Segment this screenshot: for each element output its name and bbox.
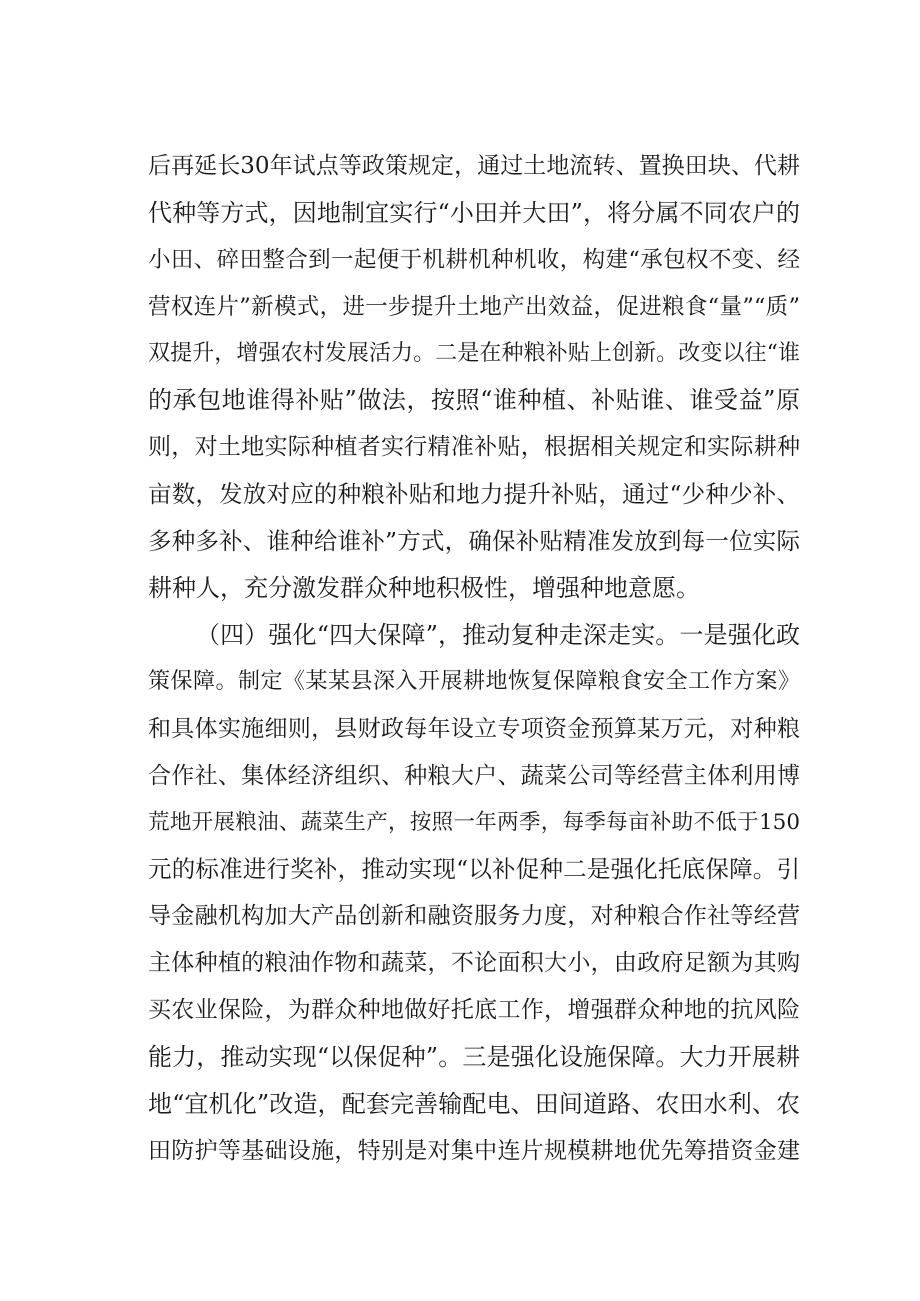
- paragraph-line: 合作社、集体经济组织、种粮大户、蔬菜公司等经营主体利用博: [148, 762, 800, 789]
- paragraph-line: 导金融机构加大产品创新和融资服务力度，对种粮合作社等经营: [148, 903, 800, 930]
- paragraph-line: 元的标准进行奖补，推动实现“以补促种二是强化托底保障。引: [148, 855, 800, 884]
- paragraph-line: 和具体实施细则，县财政每年设立专项资金预算某万元，对种粮: [148, 715, 800, 742]
- paragraph-line: 耕种人，充分激发群众种地积极性，增强种地意愿。: [148, 574, 700, 603]
- paragraph-line: 营权连片”新模式，进一步提升土地产出效益，促进粮食“量”“质”: [148, 293, 800, 320]
- paragraph-line: 后再延长30年试点等政策规定，通过土地流转、置换田块、代耕: [148, 153, 800, 179]
- paragraph-line: 多种多补、谁种给谁补”方式，确保补贴精准发放到每一位实际: [148, 527, 800, 556]
- paragraph-line: 田防护等基础设施，特别是对集中连片规模耕地优先筹措资金建: [148, 1137, 800, 1164]
- paragraph-line: 的承包地谁得补贴”做法，按照“谁种植、补贴谁、谁受益”原: [148, 386, 800, 415]
- paragraph-four-guarantees: [148, 612, 800, 1175]
- paragraph-line: 双提升，增强农村发展活力。二是在种粮补贴上创新。改变以往“谁: [148, 340, 800, 366]
- paragraph-line: 主体种植的粮油作物和蔬菜，不论面积大小，由政府足额为其购: [148, 950, 800, 977]
- paragraph-land-consolidation: [148, 143, 800, 612]
- paragraph-line: 地“宜机化”改造，配套完善输配电、田间道路、农田水利、农: [148, 1089, 800, 1118]
- paragraph-line: 买农业保险，为群众种地做好托底工作，增强群众种地的抗风险: [148, 997, 800, 1024]
- paragraph-line: 能力，推动实现“以保促种”。三是强化设施保障。大力开展耕: [148, 1043, 800, 1072]
- paragraph-line: 策保障。制定《某某县深入开展耕地恢复保障粮食安全工作方案》: [148, 668, 800, 694]
- paragraph-line: 代种等方式，因地制宜实行“小田并大田”，将分属不同农户的: [148, 198, 800, 227]
- paragraph-line: 亩数，发放对应的种粮补贴和地力提升补贴，通过“少种少补、: [148, 480, 800, 509]
- paragraph-heading-line: （四）强化“四大保障”，推动复种走深走实。一是强化政: [196, 621, 800, 649]
- paragraph-line: 小田、碎田整合到一起便于机耕机种机收，构建“承包权不变、经: [148, 246, 800, 273]
- paragraph-line: 荒地开展粮油、蔬菜生产，按照一年两季，每季每亩补助不低于150: [148, 809, 800, 835]
- paragraph-line: 则，对土地实际种植者实行精准补贴，根据相关规定和实际耕种: [148, 434, 800, 461]
